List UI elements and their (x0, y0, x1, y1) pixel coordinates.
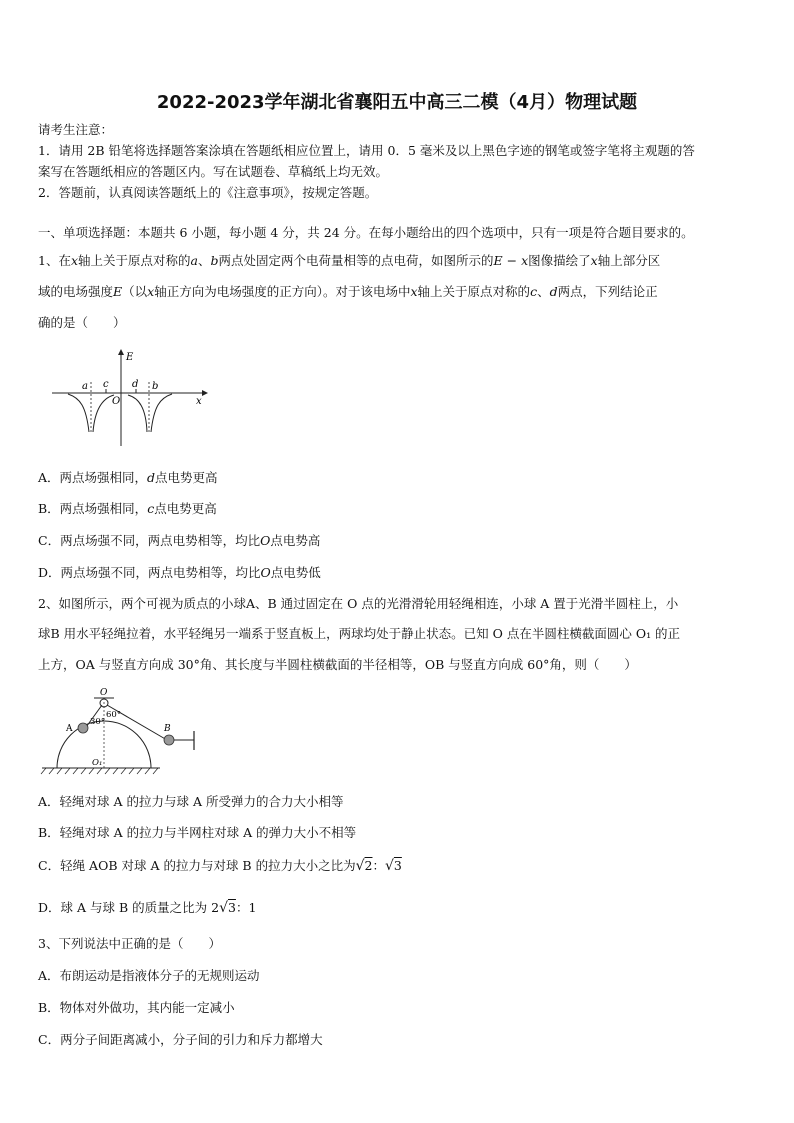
q2-pulley-diagram (36, 686, 206, 778)
q3-option-a: A．布朗运动是指液体分子的无规则运动 (38, 968, 260, 983)
q3-stem: 3、下列说法中正确的是（ ） (38, 936, 221, 951)
x-axis-label: x (196, 396, 202, 407)
angle-60-label: 60° (106, 710, 122, 720)
q1-option-c: C．两点场强不同，两点电势相等，均比O点电势高 (38, 533, 321, 548)
notice-heading: 请考生注意： (38, 122, 114, 137)
q2-stem-line-2: 球B 用水平轻绳拉着，水平轻绳另一端系于竖直板上，两球均处于静止状态。已知 O 点在半圆柱横截面圆心 O₁ 的正 (38, 626, 681, 641)
q1-option-a: A．两点场强相同，d点电势更高 (38, 470, 218, 485)
q2-stem-line-1: 2、如图所示，两个可视为质点的小球A、B 通过固定在 O 点的光滑滑轮用轻绳相连，小球 A 置于光滑半圆柱上，小 (38, 596, 679, 611)
point-d-label: d (132, 379, 139, 390)
point-a-label: a (82, 381, 88, 392)
notice-item-2: 2．答题前，认真阅读答题纸上的《注意事项》，按规定答题。 (38, 185, 378, 200)
q1-stem-line-3: 确的是（ ） (38, 315, 126, 330)
section-1-heading: 一、单项选择题：本题共 6 小题，每小题 4 分，共 24 分。在每小题给出的四个选项中，只有一项是符合题目要求的。 (38, 225, 694, 240)
point-c-label: c (103, 379, 109, 390)
q1-option-b: B．两点场强相同，c点电势更高 (38, 501, 217, 516)
q2-option-d: D．球 A 与球 B 的质量之比为 2√3：1 (38, 900, 257, 916)
point-b-label: b (152, 381, 159, 392)
pulley-o-label: O (100, 688, 108, 698)
q2-option-b: B．轻绳对球 A 的拉力与半网柱对球 A 的弹力大小不相等 (38, 825, 357, 840)
q1-option-d: D．两点场强不同，两点电势相等，均比O点电势低 (38, 565, 321, 580)
notice-item-1-cont: 案写在答题纸相应的答题区内。写在试题卷、草稿纸上均无效。 (38, 164, 389, 179)
origin-label: O (112, 396, 121, 407)
q3-option-c: C．两分子间距离减小，分子间的引力和斥力都增大 (38, 1032, 323, 1047)
angle-30-label: 30° (90, 717, 106, 727)
q1-stem-line-1: 1、在x轴上关于原点对称的a、b两点处固定两个电荷量相等的点电荷，如图所示的E − x图像描绘了x轴上部分区 (38, 253, 661, 268)
q1-stem-line-2: 域的电场强度E（以x轴正方向为电场强度的正方向）。对于该电场中x轴上关于原点对称的c、d两点，下列结论正 (38, 284, 658, 299)
q1-e-x-graph (48, 346, 213, 448)
q2-option-c: C．轻绳 AOB 对球 A 的拉力与对球 B 的拉力大小之比为√2：√3 (38, 858, 402, 874)
center-o1-label: O₁ (92, 758, 103, 768)
q3-option-b: B．物体对外做功，其内能一定减小 (38, 1000, 235, 1015)
notice-item-1: 1．请用 2B 铅笔将选择题答案涂填在答题纸相应位置上，请用 0．5 毫米及以上黑色字迹的钢笔或签字笔将主观题的答 (38, 143, 695, 158)
ball-a-label: A (66, 724, 73, 734)
page-title: 2022-2023学年湖北省襄阳五中高三二模（4月）物理试题 (156, 92, 638, 113)
ball-b-label: B (164, 724, 171, 734)
e-axis-label: E (126, 352, 134, 363)
q2-stem-line-3: 上方，OA 与竖直方向成 30°角、其长度与半圆柱横截面的半径相等，OB 与竖直方向成 60°角，则（ ） (38, 657, 637, 672)
q2-option-a: A．轻绳对球 A 的拉力与球 A 所受弹力的合力大小相等 (38, 794, 344, 809)
